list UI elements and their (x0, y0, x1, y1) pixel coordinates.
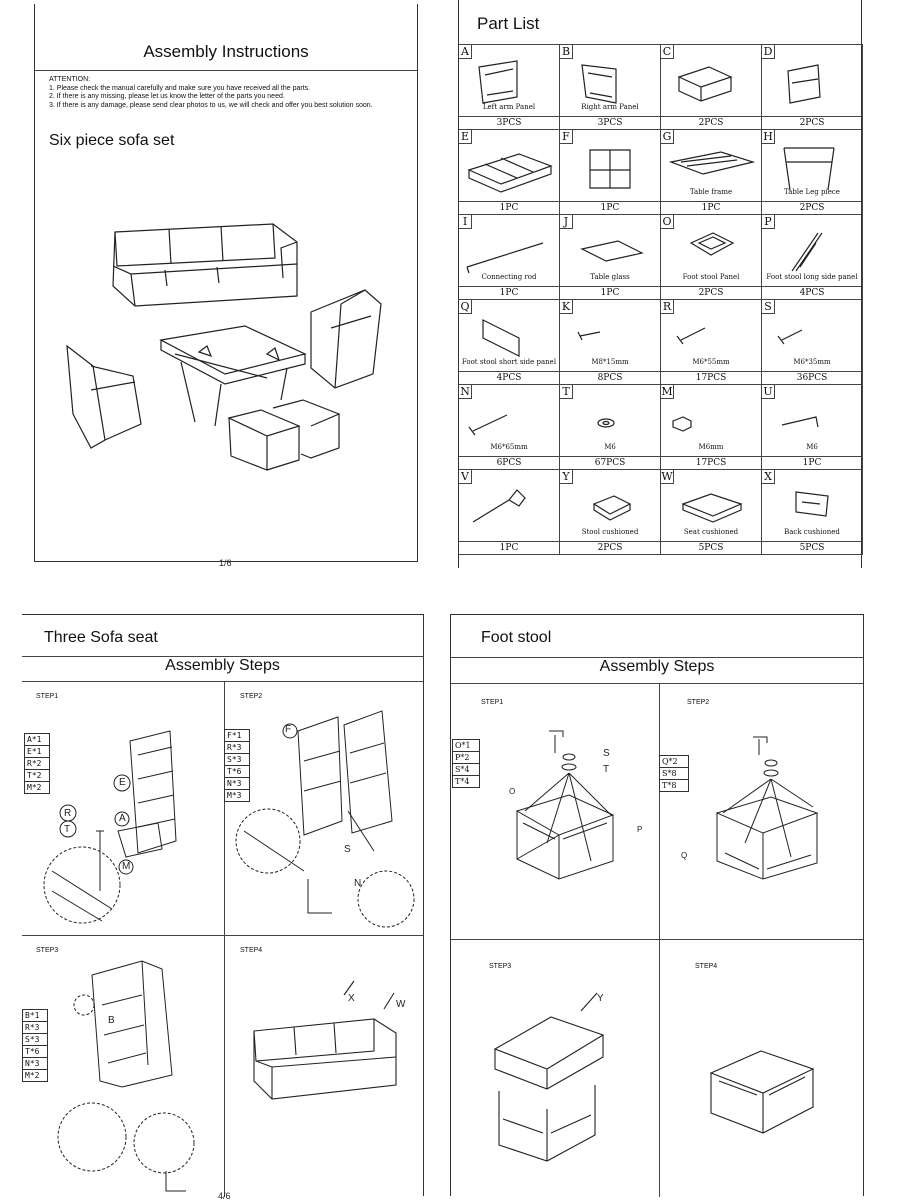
legend-item: T*6 (225, 766, 249, 778)
part-name: Foot stool Panel (682, 273, 740, 281)
part-letter: M (661, 385, 673, 398)
part-icon (459, 482, 560, 536)
legend-item: R*3 (225, 742, 249, 754)
part-quantity: 4PCS (459, 371, 559, 384)
part-cell (661, 45, 762, 130)
part-letter: C (661, 45, 674, 59)
sofa-title: Three Sofa seat (44, 629, 158, 646)
legend-item: F*1 (225, 730, 249, 742)
part-quantity: 2PCS (762, 201, 862, 214)
part-letter: V (459, 470, 472, 484)
callout-P: P (637, 825, 643, 834)
part-name: Connecting rod (481, 273, 537, 281)
step-label: STEP1 (481, 699, 504, 706)
part-letter: G (661, 130, 674, 144)
part-icon (560, 142, 661, 196)
part-letter: T (560, 385, 573, 399)
part-cell (762, 215, 863, 300)
part-name: M6*65mm (490, 443, 528, 451)
legend-item: T*4 (455, 777, 470, 786)
callout-R: R (64, 808, 72, 819)
callout-F: F (285, 724, 292, 735)
part-letter: Y (560, 470, 573, 484)
intro-title: Assembly Instructions (143, 42, 309, 61)
part-letter: E (459, 130, 472, 144)
legend-item: A*1 (25, 734, 49, 746)
part-name: M6mm (698, 443, 724, 451)
part-quantity: 8PCS (560, 371, 660, 384)
legend-item: B*1 (23, 1010, 47, 1022)
callout-S: S (344, 844, 351, 855)
part-name: Table glass (590, 273, 630, 281)
part-letter: S (762, 300, 775, 314)
step-label: STEP3 (489, 963, 512, 970)
part-name: M8*15mm (591, 358, 629, 366)
callout-Y: Y (597, 993, 604, 1004)
legend-item: R*2 (25, 758, 49, 770)
part-list-title: Part List (477, 14, 540, 33)
part-icon (459, 142, 560, 196)
callout-T: T (603, 764, 610, 775)
part-cell (560, 385, 661, 470)
part-cell (459, 45, 560, 130)
set-title: Six piece sofa set (49, 132, 175, 149)
stool-title: Foot stool (481, 629, 552, 646)
part-quantity: 5PCS (661, 541, 761, 554)
sofa-page (22, 614, 424, 1201)
part-name: M6 (604, 443, 616, 451)
part-letter: W (661, 470, 673, 483)
callout-M: M (122, 861, 131, 872)
stool-page (450, 614, 864, 1196)
callout-O: O (509, 787, 516, 796)
part-cell (661, 300, 762, 385)
part-cell (560, 300, 661, 385)
legend-item: T*2 (25, 770, 49, 782)
part-letter: H (762, 130, 775, 144)
part-cell (661, 215, 762, 300)
part-icon (661, 57, 762, 111)
callout-E: E (119, 777, 126, 788)
page-number: 4/6 (218, 1191, 231, 1201)
part-cell (762, 130, 863, 215)
callout-N: N (354, 878, 362, 889)
attention-note: 3. If there is any damage, please send clear photos to us, we will check and offer you best solution soon. (49, 101, 373, 109)
part-icon (762, 57, 863, 111)
part-quantity: 36PCS (762, 371, 862, 384)
legend-item: S*8 (660, 768, 688, 780)
part-letter: U (762, 385, 775, 399)
callout-X: X (348, 993, 355, 1004)
step-label: STEP4 (240, 947, 263, 954)
part-cell (762, 470, 863, 555)
callout-A: A (119, 813, 126, 824)
step-label: STEP3 (36, 947, 59, 954)
stool-step4-diagram (659, 939, 865, 1195)
part-cell (459, 130, 560, 215)
part-letter: N (459, 385, 472, 399)
part-quantity: 3PCS (560, 116, 660, 129)
part-letter: A (459, 45, 472, 59)
part-cell (560, 470, 661, 555)
part-letter: O (661, 215, 674, 229)
part-quantity: 1PC (459, 286, 559, 299)
callout-T: T (64, 824, 71, 835)
part-name: Table Leg piece (784, 188, 840, 196)
intro-page (34, 4, 418, 568)
part-name: Foot stool long side panel (766, 273, 858, 281)
part-quantity: 2PCS (661, 286, 761, 299)
step-label: STEP2 (240, 693, 263, 700)
legend-item: Q*2 (660, 756, 688, 768)
part-cell (661, 470, 762, 555)
part-quantity: 1PC (459, 541, 559, 554)
part-cell (459, 385, 560, 470)
legend-item: M*2 (25, 1071, 40, 1080)
legend-item: N*3 (23, 1058, 47, 1070)
part-name: Back cushioned (784, 528, 840, 536)
part-quantity: 1PC (459, 201, 559, 214)
attention-block (49, 76, 373, 110)
step-label: STEP2 (687, 699, 710, 706)
attention-note: 1. Please check the manual carefully and make sure you have received all the parts. (49, 84, 311, 92)
part-name: M6*55mm (692, 358, 730, 366)
part-letter: I (459, 215, 472, 229)
callout-B: B (108, 1015, 115, 1026)
legend-item: S*3 (23, 1034, 47, 1046)
part-quantity: 3PCS (459, 116, 559, 129)
callout-S: S (603, 748, 610, 759)
part-quantity: 2PCS (762, 116, 862, 129)
part-quantity: 1PC (762, 456, 862, 469)
stool-subtitle: Assembly Steps (599, 658, 715, 675)
part-letter: F (560, 130, 573, 144)
part-name: Right arm Panel (581, 103, 639, 111)
part-quantity: 17PCS (661, 456, 761, 469)
part-quantity: 1PC (560, 286, 660, 299)
part-letter: Q (459, 300, 472, 314)
part-cell (661, 130, 762, 215)
callout-Q: Q (681, 851, 688, 860)
sofa-step3-diagram (22, 935, 222, 1195)
stool-step1-diagram (451, 683, 659, 939)
part-name: M6*35mm (793, 358, 831, 366)
part-cell (762, 385, 863, 470)
legend-item: M*3 (227, 791, 242, 800)
part-quantity: 1PC (560, 201, 660, 214)
part-letter: B (560, 45, 573, 59)
part-quantity: 2PCS (661, 116, 761, 129)
legend-item: S*3 (225, 754, 249, 766)
part-quantity: 17PCS (661, 371, 761, 384)
part-cell (459, 215, 560, 300)
part-name: Left arm Panel (482, 103, 536, 111)
legend-item: T*8 (662, 781, 677, 790)
legend-item: M*2 (27, 783, 42, 792)
attention-label: ATTENTION: (49, 76, 91, 83)
step-label: STEP1 (36, 693, 59, 700)
attention-note: 2. If there is any missing, please let us know the letter of the parts you need. (49, 93, 285, 100)
page-number: 1/6 (219, 558, 232, 568)
part-letter: P (762, 215, 775, 229)
part-quantity: 2PCS (560, 541, 660, 554)
legend-item: T*6 (23, 1046, 47, 1058)
part-letter: R (661, 300, 674, 314)
legend-item: E*1 (25, 746, 49, 758)
parts-grid (459, 44, 863, 569)
sofa-step2-diagram (224, 681, 424, 931)
part-cell (459, 300, 560, 385)
part-cell (459, 470, 560, 555)
part-quantity: 5PCS (762, 541, 862, 554)
part-quantity: 1PC (661, 201, 761, 214)
part-cell (762, 300, 863, 385)
part-name: Foot stool short side panel (461, 358, 557, 366)
part-letter: D (762, 45, 775, 59)
part-cell (560, 130, 661, 215)
stool-step3-diagram (451, 939, 659, 1195)
part-name: M6 (806, 443, 818, 451)
part-quantity: 67PCS (560, 456, 660, 469)
sofa-subtitle: Assembly Steps (165, 657, 280, 674)
part-name: Seat cushioned (683, 528, 739, 536)
legend-item: S*4 (453, 764, 479, 776)
part-cell (560, 215, 661, 300)
part-cell (661, 385, 762, 470)
legend-item: N*3 (225, 778, 249, 790)
sofa-set-illustration (35, 204, 419, 534)
part-letter: K (560, 300, 573, 314)
part-list-page (458, 0, 862, 568)
legend-item: P*2 (453, 752, 479, 764)
stool-step2-diagram (659, 683, 865, 939)
part-cell (560, 45, 661, 130)
sofa-step4-diagram (224, 935, 424, 1195)
step-label: STEP4 (695, 963, 718, 970)
part-quantity: 6PCS (459, 456, 559, 469)
callout-W: W (396, 999, 406, 1010)
part-name: Table frame (689, 188, 733, 196)
part-cell (762, 45, 863, 130)
sofa-step1-diagram (22, 681, 222, 931)
part-letter: X (762, 470, 775, 484)
part-name: Stool cushioned (581, 528, 639, 536)
legend-item: O*1 (453, 740, 479, 752)
part-quantity: 4PCS (762, 286, 862, 299)
part-letter: J (560, 215, 573, 229)
legend-item: R*3 (23, 1022, 47, 1034)
